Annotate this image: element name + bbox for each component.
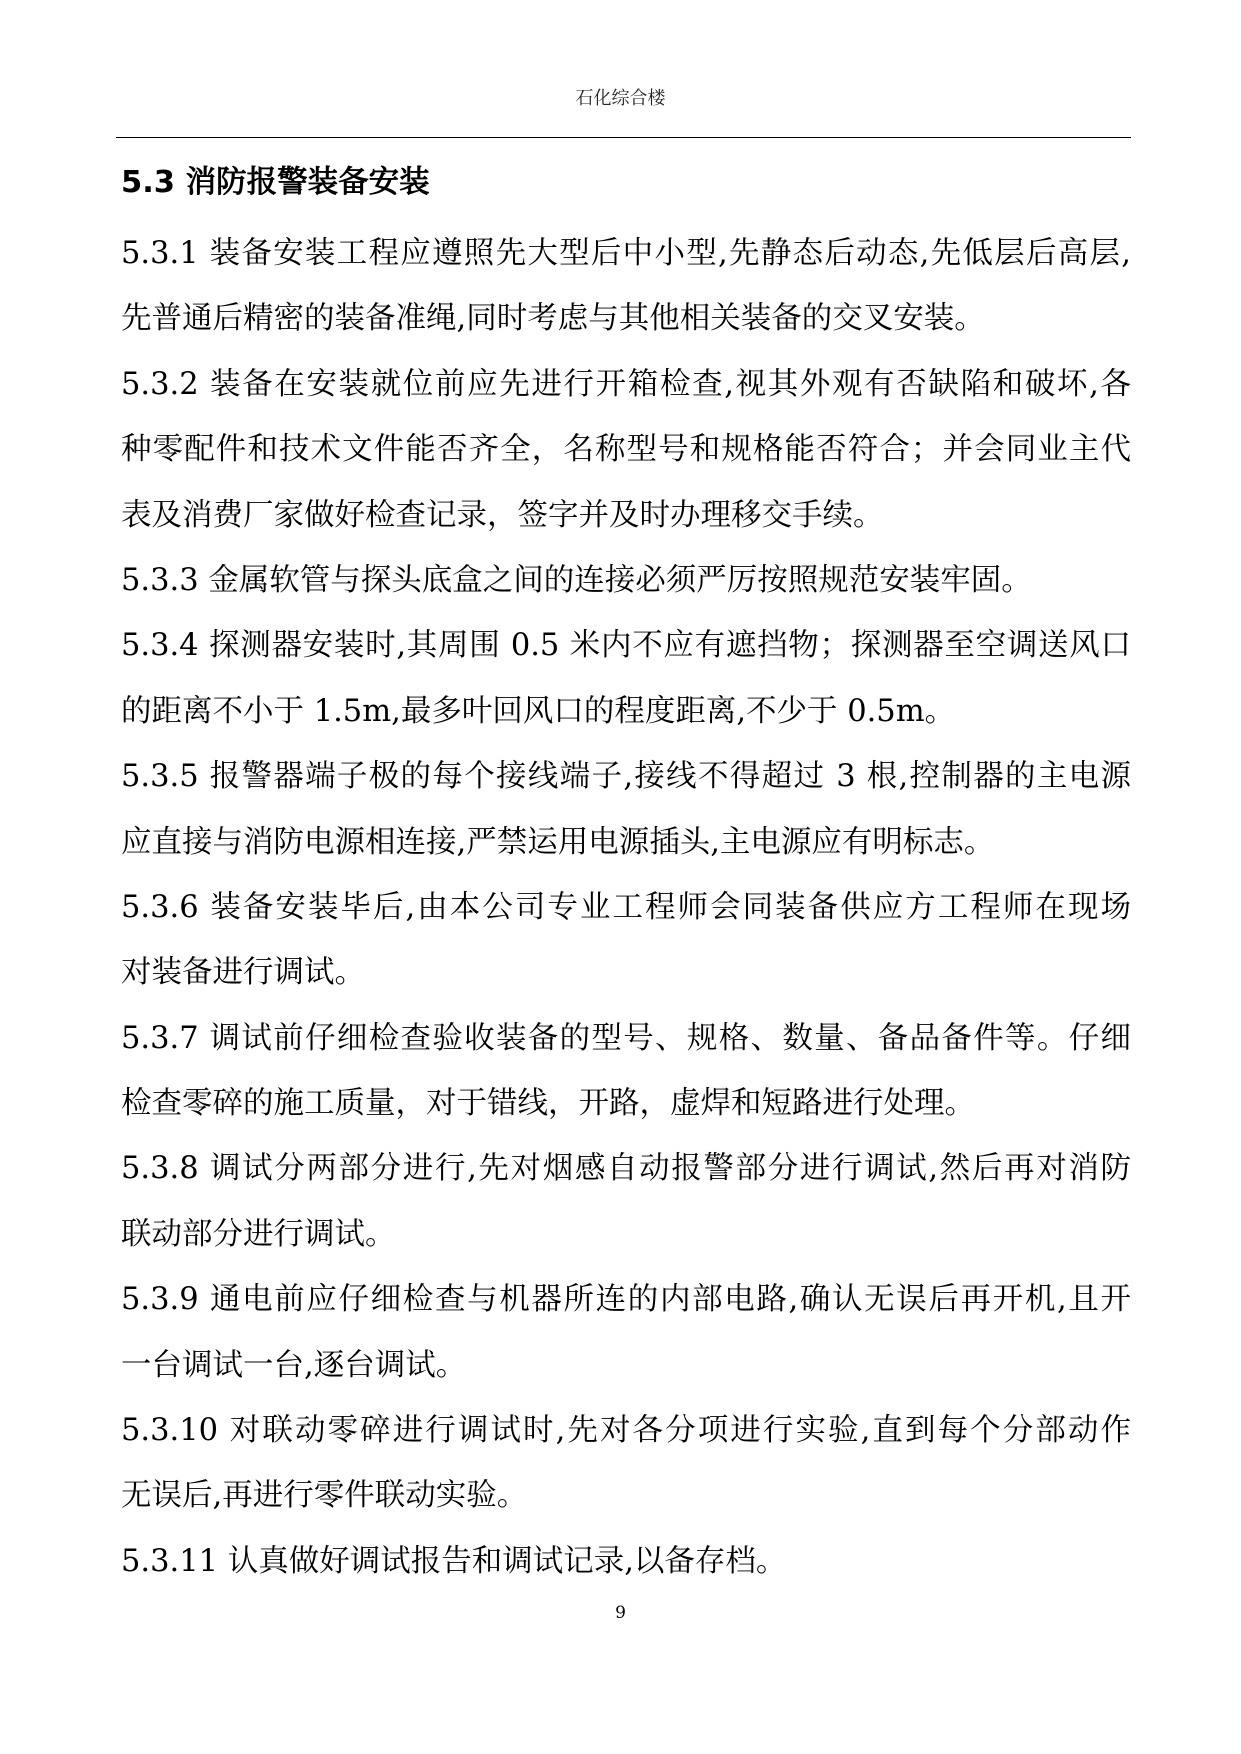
paragraph-5-3-9 xyxy=(121,1267,1131,1398)
paragraph-line: 5.3.1 装备安装工程应遵照先大型后中小型,先静态后动态,先低层后高层, xyxy=(121,236,1131,271)
section-heading: 5.3 消防报警装备安装 xyxy=(121,165,430,200)
paragraph-line: 5.3.8 调试分两部分进行,先对烟感自动报警部分进行调试,然后再对消防 xyxy=(121,1151,1131,1187)
paragraph-5-3-8 xyxy=(121,1136,1131,1267)
paragraph-5-3-10 xyxy=(121,1398,1131,1529)
paragraph-line: 5.3.2 装备在安装就位前应先进行开箱检查,视其外观有否缺陷和破坏,各 xyxy=(121,366,1131,402)
paragraph-5-3-11 xyxy=(121,1529,1131,1594)
paragraph-line: 5.3.11 认真做好调试报告和调试记录,以备存档。 xyxy=(121,1543,787,1579)
paragraph-line: 5.3.5 报警器端子极的每个接线端子,接线不得超过 3 根,控制器的主电源 xyxy=(121,759,1131,795)
paragraph-line: 5.3.10 对联动零碎进行调试时,先对各分项进行实验,直到每个分部动作 xyxy=(121,1413,1131,1449)
paragraph-line: 5.3.7 调试前仔细检查验收装备的型号、规格、数量、备品备件等。仔细 xyxy=(121,1020,1131,1056)
paragraph-line: 联动部分进行调试。 xyxy=(121,1216,396,1252)
paragraph-line: 对装备进行调试。 xyxy=(121,955,365,991)
paragraph-line: 5.3.3 金属软管与探头底盒之间的连接必须严厉按照规范安装牢固。 xyxy=(121,562,1032,598)
paragraph-line: 表及消费厂家做好检查记录，签字并及时办理移交手续。 xyxy=(121,497,884,533)
paragraph-5-3-7 xyxy=(121,1006,1131,1137)
paragraph-line: 一台调试一台,逐台调试。 xyxy=(121,1347,467,1383)
body-text xyxy=(121,221,1131,1594)
paragraph-5-3-3 xyxy=(121,548,1131,613)
paragraph-line: 的距离不小于 1.5m,最多叶回风口的程度距离,不少于 0.5m。 xyxy=(121,693,956,729)
paragraph-line: 5.3.9 通电前应仔细检查与机器所连的内部电路,确认无误后再开机,且开 xyxy=(121,1282,1131,1318)
paragraph-5-3-6 xyxy=(121,875,1131,1006)
paragraph-line: 无误后,再进行零件联动实验。 xyxy=(121,1478,528,1514)
header-rule xyxy=(116,137,1131,138)
paragraph-line: 检查零碎的施工质量，对于错线，开路，虚焊和短路进行处理。 xyxy=(121,1086,975,1122)
running-header: 石化综合楼 xyxy=(575,88,666,109)
paragraph-5-3-2 xyxy=(121,352,1131,548)
paragraph-5-3-1 xyxy=(121,221,1131,352)
page-number: 9 xyxy=(615,1603,626,1623)
paragraph-line: 先普通后精密的装备准绳,同时考虑与其他相关装备的交叉安装。 xyxy=(121,301,985,337)
paragraph-line: 应直接与消防电源相连接,严禁运用电源插头,主电源应有明标志。 xyxy=(121,824,995,860)
paragraph-5-3-5 xyxy=(121,744,1131,875)
paragraph-line: 种零配件和技术文件能否齐全，名称型号和规格能否符合；并会同业主代 xyxy=(121,432,1131,468)
paragraph-line: 5.3.4 探测器安装时,其周围 0.5 米内不应有遮挡物；探测器至空调送风口 xyxy=(121,628,1131,664)
paragraph-5-3-4 xyxy=(121,613,1131,744)
paragraph-line: 5.3.6 装备安装毕后,由本公司专业工程师会同装备供应方工程师在现场 xyxy=(121,889,1131,925)
